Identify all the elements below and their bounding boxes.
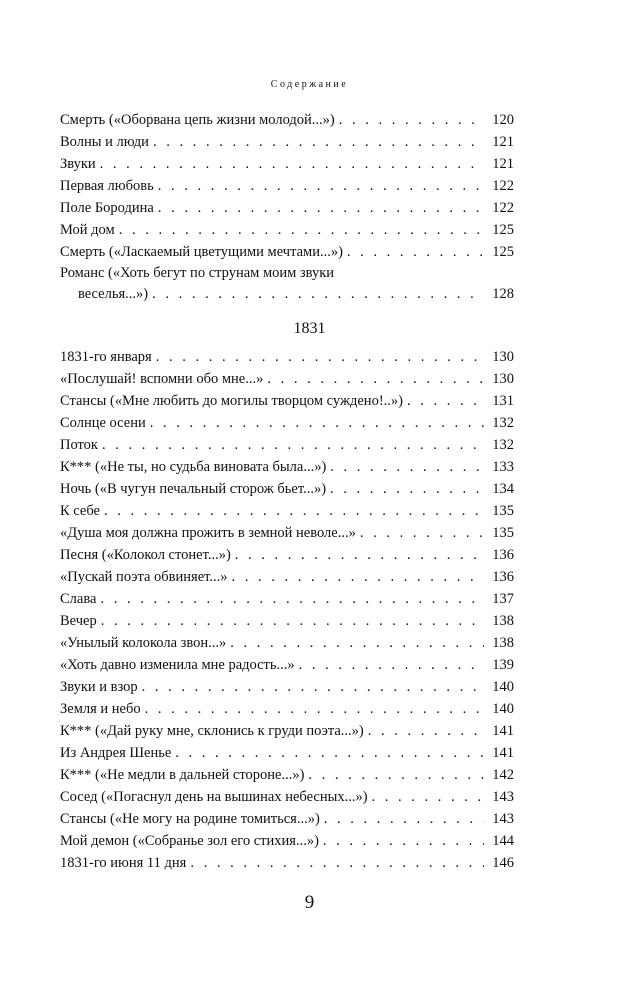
leader-dots xyxy=(100,153,484,175)
toc-entry[interactable] xyxy=(60,197,514,219)
toc-entry-page: 146 xyxy=(492,855,514,871)
toc-entry-title: Поток xyxy=(60,437,98,453)
toc-entry-page: 134 xyxy=(492,481,514,497)
toc-entry-title: Земля и небо xyxy=(60,701,141,717)
toc-entry-title: «Душа моя должна прожить в земной неволе...» xyxy=(60,525,356,541)
toc-entry-title: Стансы («Не могу на родине томиться...») xyxy=(60,811,320,827)
leader-dots xyxy=(175,742,484,764)
toc-entry-page: 144 xyxy=(492,833,514,849)
toc-entry[interactable] xyxy=(60,566,514,588)
toc-entry-page: 140 xyxy=(492,701,514,717)
leader-dots xyxy=(330,478,484,500)
toc-entry-page: 125 xyxy=(492,244,514,260)
leader-dots xyxy=(308,764,484,786)
leader-dots xyxy=(158,197,484,219)
toc-entry-page: 138 xyxy=(492,635,514,651)
toc-entry[interactable] xyxy=(60,219,514,241)
leader-dots xyxy=(102,434,484,456)
toc-entry-page: 125 xyxy=(492,222,514,238)
toc-entry-page: 141 xyxy=(492,745,514,761)
toc-entry-title: К*** («Не ты, но судьба виновата была...») xyxy=(60,459,327,475)
toc-entry-page: 133 xyxy=(492,459,514,475)
toc-entry[interactable] xyxy=(60,544,514,566)
leader-dots xyxy=(235,544,484,566)
toc-entry-title: 1831-го января xyxy=(60,349,152,365)
leader-dots xyxy=(190,852,484,874)
leader-dots xyxy=(119,219,484,241)
toc-group-1 xyxy=(60,109,514,305)
toc-entry[interactable] xyxy=(60,390,514,412)
toc-entry-page: 143 xyxy=(492,789,514,805)
toc-entry[interactable] xyxy=(60,153,514,175)
toc-entry-title: К*** («Дай руку мне, склонись к груди поэта...») xyxy=(60,723,364,739)
toc-entry-title: К*** («Не медли в дальней стороне...») xyxy=(60,767,305,783)
toc-entry[interactable] xyxy=(60,720,514,742)
toc-entry-page: 141 xyxy=(492,723,514,739)
toc-entry[interactable] xyxy=(60,588,514,610)
toc-entry-page: 132 xyxy=(492,437,514,453)
leader-dots xyxy=(372,786,484,808)
toc-entry[interactable] xyxy=(60,852,514,874)
running-head: Содержание xyxy=(270,79,349,90)
toc-entry-page: 139 xyxy=(492,657,514,673)
toc-entry[interactable] xyxy=(60,478,514,500)
toc-entry-title: К себе xyxy=(60,503,100,519)
toc-entry-line-2[interactable] xyxy=(60,283,514,305)
toc-entry-page: 136 xyxy=(492,569,514,585)
toc-entry-title: Смерть («Ласкаемый цветущими мечтами...») xyxy=(60,244,343,260)
toc-entry[interactable] xyxy=(60,676,514,698)
toc-entry-page: 122 xyxy=(492,200,514,216)
toc-entry-page: 136 xyxy=(492,547,514,563)
toc-entry-title: веселья...») xyxy=(78,286,149,302)
toc-entry[interactable] xyxy=(60,654,514,676)
toc-entry[interactable] xyxy=(60,632,514,654)
toc-entry[interactable] xyxy=(60,368,514,390)
leader-dots xyxy=(142,676,484,698)
toc-entry-title: Первая любовь xyxy=(60,178,154,194)
toc-entry-title: Вечер xyxy=(60,613,97,629)
toc-entry[interactable] xyxy=(60,109,514,131)
toc-entry-title: 1831-го июня 11 дня xyxy=(60,855,187,871)
toc-entry[interactable] xyxy=(60,610,514,632)
toc-entry-title: Стансы («Мне любить до могилы творцом суждено!..») xyxy=(60,393,403,409)
toc-entry-title: Солнце осени xyxy=(60,415,146,431)
leader-dots xyxy=(407,390,484,412)
toc-entry[interactable] xyxy=(60,346,514,368)
leader-dots xyxy=(230,632,484,654)
page-number: 9 xyxy=(304,892,315,913)
toc-entry-page: 138 xyxy=(492,613,514,629)
toc-group-2 xyxy=(60,346,514,874)
toc-entry-page: 140 xyxy=(492,679,514,695)
toc-entry-page: 143 xyxy=(492,811,514,827)
toc-entry-page: 135 xyxy=(492,503,514,519)
toc-entry[interactable] xyxy=(60,808,514,830)
leader-dots xyxy=(153,131,484,153)
leader-dots xyxy=(323,830,484,852)
toc-entry-page: 135 xyxy=(492,525,514,541)
toc-entry-page: 121 xyxy=(492,156,514,172)
toc-entry-page: 132 xyxy=(492,415,514,431)
toc-entry[interactable] xyxy=(60,412,514,434)
toc-entry-page: 128 xyxy=(492,286,514,302)
leader-dots xyxy=(150,412,484,434)
toc-entry-line-1[interactable] xyxy=(60,263,514,283)
toc-entry-title: Из Андрея Шенье xyxy=(60,745,172,761)
toc-entry[interactable] xyxy=(60,698,514,720)
toc-entry[interactable] xyxy=(60,742,514,764)
leader-dots xyxy=(339,109,484,131)
section-heading-year: 1831 xyxy=(293,320,326,337)
toc-entry-title: Звуки xyxy=(60,156,96,172)
leader-dots xyxy=(104,500,484,522)
toc-entry-title: «Унылый колокола звон...» xyxy=(60,635,227,651)
toc-entry-title: «Пускай поэта обвиняет...» xyxy=(60,569,228,585)
toc-entry-page: 131 xyxy=(492,393,514,409)
toc-entry[interactable] xyxy=(60,131,514,153)
toc-entry-page: 142 xyxy=(492,767,514,783)
toc-entry-page: 120 xyxy=(492,112,514,128)
leader-dots xyxy=(299,654,484,676)
toc-entry-page: 130 xyxy=(492,349,514,365)
leader-dots xyxy=(152,283,484,305)
toc-entry-title: Песня («Колокол стонет...») xyxy=(60,547,231,563)
toc-entry-title: Мой демон («Собранье зол его стихия...») xyxy=(60,833,319,849)
toc-entry-title: «Послушай! вспомни обо мне...» xyxy=(60,371,264,387)
toc-entry-title: «Хоть давно изменила мне радость...» xyxy=(60,657,295,673)
toc-entry[interactable] xyxy=(60,500,514,522)
toc-entry[interactable] xyxy=(60,434,514,456)
toc-entry-title: Романс («Хоть бегут по струнам моим звуки xyxy=(60,265,335,281)
leader-dots xyxy=(267,368,484,390)
toc-entry-page: 122 xyxy=(492,178,514,194)
toc-entry-title: Звуки и взор xyxy=(60,679,138,695)
leader-dots xyxy=(145,698,484,720)
toc-entry-title: Ночь («В чугун печальный сторож бьет...») xyxy=(60,481,327,497)
leader-dots xyxy=(100,588,484,610)
toc-entry[interactable] xyxy=(60,522,514,544)
toc-entry-page: 137 xyxy=(492,591,514,607)
toc-entry[interactable] xyxy=(60,241,514,263)
toc-entry[interactable] xyxy=(60,175,514,197)
toc-entry-title: Слава xyxy=(60,591,97,607)
leader-dots xyxy=(360,522,484,544)
toc-entry[interactable] xyxy=(60,786,514,808)
leader-dots xyxy=(156,346,484,368)
toc-entry-title: Сосед («Погаснул день на вышинах небесных...») xyxy=(60,789,368,805)
toc-entry-title: Смерть («Оборвана цепь жизни молодой...») xyxy=(60,112,335,128)
leader-dots xyxy=(158,175,484,197)
leader-dots xyxy=(368,720,484,742)
toc-entry-title: Мой дом xyxy=(60,222,115,238)
toc-entry-title: Поле Бородина xyxy=(60,200,154,216)
toc-entry-page: 130 xyxy=(492,371,514,387)
toc-entry-page: 121 xyxy=(492,134,514,150)
leader-dots xyxy=(232,566,484,588)
leader-dots xyxy=(330,456,484,478)
toc-entry[interactable] xyxy=(60,830,514,852)
toc-entry[interactable] xyxy=(60,764,514,786)
toc-entry[interactable] xyxy=(60,456,514,478)
leader-dots xyxy=(347,241,484,263)
leader-dots xyxy=(101,610,484,632)
toc-entry-title: Волны и люди xyxy=(60,134,149,150)
leader-dots xyxy=(324,808,484,830)
